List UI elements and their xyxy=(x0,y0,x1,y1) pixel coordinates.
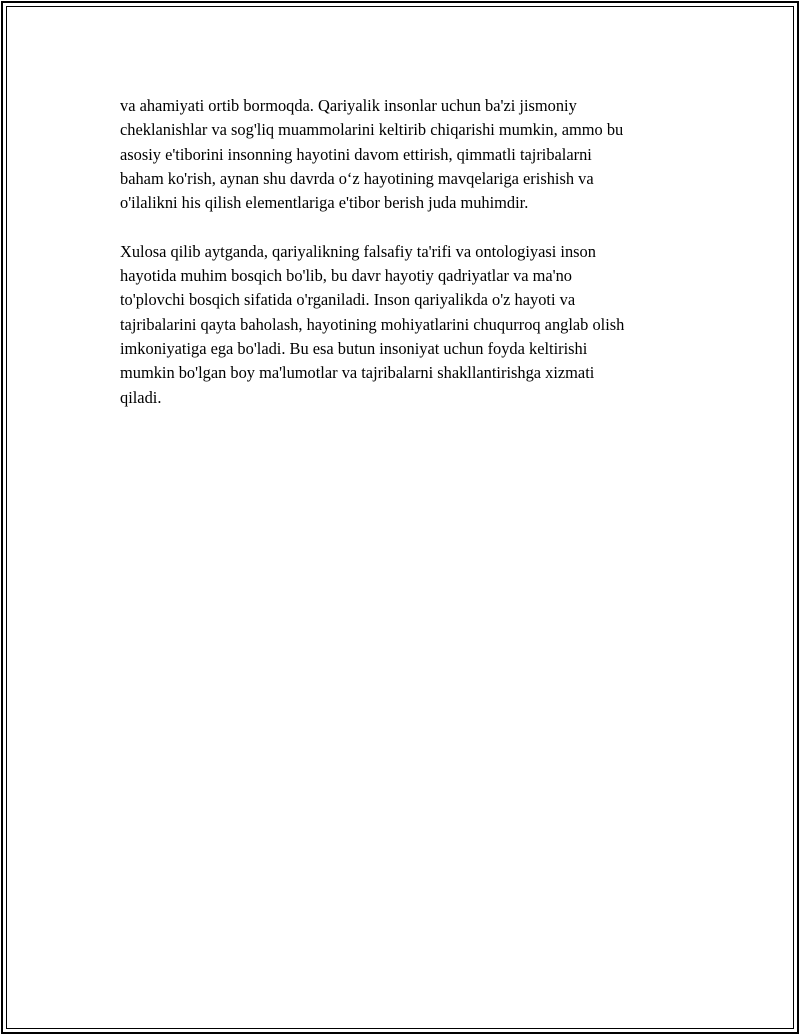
paragraph-line: cheklanishlar va sog'liq muammolarini keltirib chiqarishi mumkin, ammo bu xyxy=(120,120,624,140)
paragraph-line: baham ko'rish, aynan shu davrda o‘z hayotining mavqelariga erishish va xyxy=(120,168,594,188)
page-frame xyxy=(1,1,799,1034)
paragraph-1 xyxy=(120,94,700,215)
document-body xyxy=(120,94,700,410)
paragraph-spacer xyxy=(120,215,700,239)
paragraph-line: asosiy e'tiborini insonning hayotini davom ettirish, qimmatli tajribalarni xyxy=(120,144,592,164)
paragraph-line: qiladi. xyxy=(120,387,162,407)
paragraph-line: va ahamiyati ortib bormoqda. Qariyalik insonlar uchun ba'zi jismoniy xyxy=(120,96,577,115)
paragraph-line: Xulosa qilib aytganda, qariyalikning falsafiy ta'rifi va ontologiyasi inson xyxy=(120,241,596,261)
paragraph-line: mumkin bo'lgan boy ma'lumotlar va tajribalarni shakllantirishga xizmati xyxy=(120,363,595,383)
paragraph-2 xyxy=(120,240,700,410)
paragraph-line: hayotida muhim bosqich bo'lib, bu davr hayotiy qadriyatlar va ma'no xyxy=(120,266,572,286)
paragraph-line: to'plovchi bosqich sifatida o'rganiladi. Inson qariyalikda o'z hayoti va xyxy=(120,290,576,310)
paragraph-line: o'ilalikni his qilish elementlariga e'tibor berish juda muhimdir. xyxy=(120,193,529,213)
paragraph-line: imkoniyatiga ega bo'ladi. Bu esa butun insoniyat uchun foyda keltirishi xyxy=(120,338,588,358)
paragraph-line: tajribalarini qayta baholash, hayotining mohiyatlarini chuqurroq anglab olish xyxy=(120,314,625,334)
